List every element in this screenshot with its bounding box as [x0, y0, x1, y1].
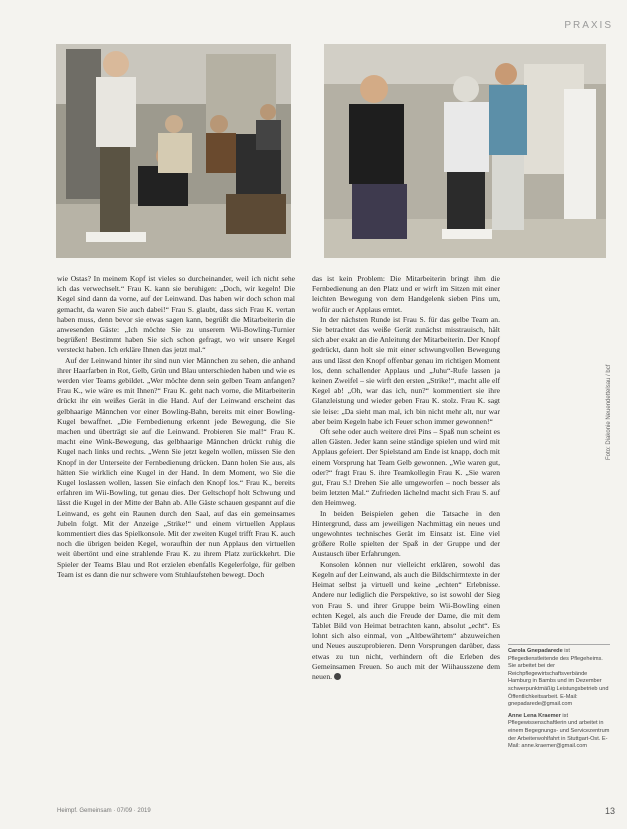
author-info	[508, 644, 610, 755]
end-of-article-icon	[334, 673, 341, 680]
section-header: PRAXIS	[564, 20, 613, 31]
footer-publication: Heimpf. Gemeinsam · 07/09 · 2019	[57, 808, 151, 814]
paragraph: In beiden Beispielen gehen die Tatsache in den Hintergrund, dass am jeweiligen Nachmittag ein neues und ungewohntes technisches Gerät im Einsatz ist. Eine viel größere Rolle spielten der Spaß in der Gruppe und der Austausch über Erfahrungen.	[312, 508, 500, 559]
paragraph: In der nächsten Runde ist Frau S. für das gelbe Team an. Sie betrachtet das weiße Gerät zunächst misstrauisch, hält sich aber exakt an die Anleitung der Mitarbeiterin. Der Knopf gedrückt, dann holt sie mit einer schwungvollen Bewegung aus und lässt den Knopf offenbar genau im richtigen Moment los, denn schallender Applaus und „Juhu“-Rufe lassen ja keinen Zweifel – sie wirft den ersten „Strike!“, macht alle elf Kegel ab! „Oh, war das ich, nun?“ kommentiert sie ihre Glanzleistung und wieder geben Frau K. stolz. Frau K. sagt sie leise: „Da sieht man mal, ich bin nicht mehr alt, nur war aber beim Kegeln habe ich Feuer schon immer gewonnen!“	[312, 314, 500, 426]
paragraph: das ist kein Problem: Die Mitarbeiterin bringt ihm die Fernbedienung an den Platz und er wirft im Sitzen mit einer leichten Bewegung von dem Handgelenk sieben Pins um, wofür auch er Applaus erntet.	[312, 274, 500, 314]
article-column-2	[312, 274, 500, 682]
photo-credit: Foto: Diakonie Neuendettelsau / bcf	[606, 364, 612, 460]
author-bio: Anne Lena Kraemer ist Pflegewissenschaftlerin und arbeitet in einem Begegnungs- und Servicezentrum der Arbeiterwohlfahrt in Stuttgart-Ost. E-Mail: anne.kraemer@gmail.com	[508, 712, 610, 750]
divider	[508, 644, 610, 645]
page-number: 13	[604, 806, 615, 816]
page-footer	[57, 808, 617, 814]
paragraph: Konsolen können nur vielleicht erklären, sowohl das Kegeln auf der Leinwand, als auch die Bildschirmtexte in der Heimat selbst ja virtuell und keine „echten“ Erlebnisse. Andere nur lediglich die Perspektive, so ist sowohl der Sieg von Frau S. und ihrer Gruppe beim Wii-Bowling einen echten Kegel, als auch die Freude der Dame, die mit dem Tablet Bild von Heimat betrachten kann, absolut „echt“. Es lohnt sich also einmal, von „Altbewährtem“ abzuweichen und Neues auszuprobieren. Denn Vorsprungen darüber, dass etwas zu tun nicht, verhindern oft die Erleben des Gemeinsamen Freuen. So auch mit der Wiihausszene dem neuen.	[312, 559, 500, 681]
photo-wii-bowling-group	[56, 44, 291, 258]
photo-wii-bowling-player	[324, 44, 606, 258]
paragraph: Oft sehe oder auch weitere drei Pins – Spaß nun scheint es allen Gästen. Jeder kann seine ständige spielen und wird mit Applaus gefeiert. Der Spielstand am Ende ist knapp, doch mit einem Vorsprung hat Team Gelb gewonnen. „Wie waren gut, oder?“ fragt Frau S. ihre Teamkollegin Frau K. „Sie waren gut, Frau S.! Drehen Sie alle umgeworfen – noch besser als beim letzten Mal.“ Zufrieden lächelnd macht sich Frau S. auf den Heimweg.	[312, 427, 500, 508]
article-column-1	[57, 274, 295, 580]
author-bio: Carola Gnepadarede ist Pflegedienstleitende des Pflegeheims. Sie arbeitet bei der Reichpflegewirtschaftsverbände Hamburg in Bambs und im Dezember schwerpunktmäßig Leistungsbetrieb und Öffentlichkeitsarbeit. E-Mail: gnepadarede@gmail.com	[508, 648, 609, 708]
paragraph: Auf der Leinwand hinter ihr sind nun vier Männchen zu sehen, die anhand ihrer Haarfarben in Rot, Gelb, Grün und Blau unterschieden haben und wie es werden vier Teams gebildet. „Wer möchte denn sein gelben Team anfangen? Frau K., wie wäre es mit Ihnen?“ Frau K. geht nach vorne, die Mitarbeiterin drückt ihr ein weißes Gerät in die Hand. Auf der Leinwand erscheint das gelbhaarige Männchen vor einer Bowling-Bahn, bereits mit einer Bowling-Kugel bewaffnet. „Die Fernbedienung erkennt jede Bewegung, die Sie machen und überträgt sie auf die Leinwand. Probieren Sie mal!“ Frau K. macht eine Wink-Bewegung, das gelbhaarige Männchen drückt ruhig die Kugel nach links und rechts. „Wenn Sie jetzt kegeln wollen, müssen Sie den Knopf in der Unterseite der Fernbedienung drücken. Dann holen Sie aus, als hätten Sie wirklich eine Kugel in der Hand. In dem Moment, wo Sie die Kugel loslassen wollen, lassen Sie einfach den Knopf los.“ Frau K., bereits erfahren im Wii-Bowling, tut genau dies. Der Geltschopf holt Schwung und lässt die Kugel in der Mitte der Bahn ab. Alle Gäste schauen gespannt auf die Leinwand, es geht ein Raunen durch den Saal, auf das ein gemeinsames Jubeln folgt. Mit der Anzeige „Strike!“ und einem virtuellen Applaus kommentiert dies das Spielkonsole. Mit der zweiten Kugel trifft Frau K. auch noch die übrigen beiden Kegel, woraufhin der nun Applaus den virtuellen weit übertönt und eine strahlende Frau K. zu ihrem Platz zurückkehrt. Die Spieler der Teams Blau und Rot erzielen ebenfalls Kegelerfolge, für gelben Team ist es dann die nur schwere vom Stuhlaufstehen bewegt. Doch	[57, 355, 295, 579]
paragraph: wie Ostas? In meinem Kopf ist vieles so durcheinander, weil ich nicht sehe ich das verwechselt.“ Frau K. kann sie beruhigen: „Doch, wir kegeln! Die Kegel sind dann da vorne, auf der Leinwand. Das haben wir doch schon mal gemacht, da waren Sie auch dabei!“ Frau S. glaubt, dass sich Frau K. vertan haben muss, denn bevor sie etwas sagen kann, begrüßt die Mitarbeiterin die anwesenden Gäste: „Ich möchte Sie zu unserem Wii-Bowling-Turnier begrüßen! Bestimmt haben Sie sich schon gefragt, wo wir unsere Kegel versteckt haben. Ich erkläre Ihnen das jetzt mal.“	[57, 274, 295, 355]
